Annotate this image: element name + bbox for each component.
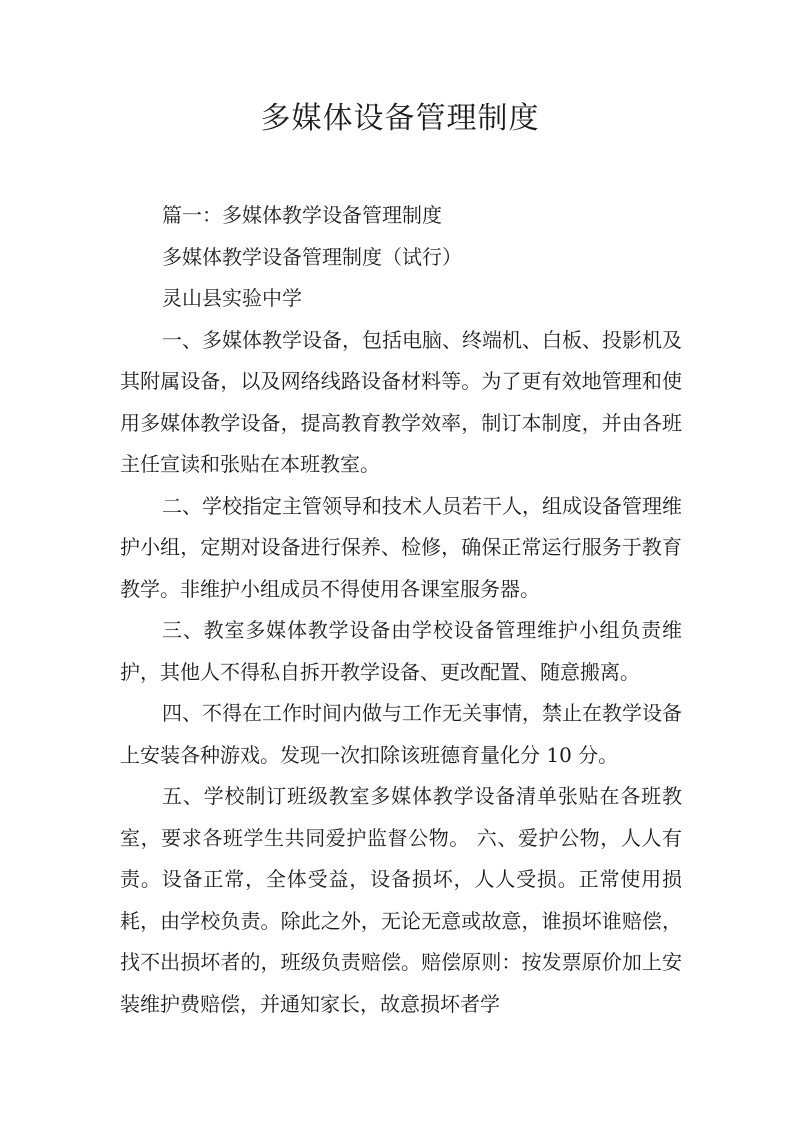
clause-3: 三、教室多媒体教学设备由学校设备管理维护小组负责维护，其他人不得私自拆开教学设备、更改配置、随意搬离。 xyxy=(120,618,682,684)
clause-5-6: 五、学校制订班级教室多媒体教学设备清单张贴在各班教室，要求各班学生共同爱护监督公物。 六、爱护公物，人人有责。设备正常，全体受益，设备损坏，人人受损。正常使用损耗，由学校负责。除此之外，无论无意或故意，谁损坏谁赔偿，找不出损坏者的，班级负责赔偿。赔偿原则：按发票原价加上安装维护费赔偿，并通知家长，故意损坏者学 xyxy=(120,784,682,1016)
clause-1: 一、多媒体教学设备，包括电脑、终端机、白板、投影机及其附属设备，以及网络线路设备材料等。为了更有效地管理和使用多媒体教学设备，提高教育教学效率，制订本制度，并由各班主任宣读和张贴在本班教室。 xyxy=(120,327,682,476)
clause-4: 四、不得在工作时间内做与工作无关事情，禁止在教学设备上安装各种游戏。发现一次扣除该班德育量化分 10 分。 xyxy=(120,701,682,767)
section-heading: 篇一：多媒体教学设备管理制度 xyxy=(162,203,442,227)
document-title: 多媒体设备管理制度 xyxy=(260,101,540,136)
document-body xyxy=(120,195,682,1025)
regulation-title: 多媒体教学设备管理制度（试行） xyxy=(162,244,462,269)
school-name: 灵山县实验中学 xyxy=(162,286,302,310)
clause-2: 二、学校指定主管领导和技术人员若干人，组成设备管理维护小组，定期对设备进行保养、检修，确保正常运行服务于教育教学。非维护小组成员不得使用各课室服务器。 xyxy=(120,493,682,601)
